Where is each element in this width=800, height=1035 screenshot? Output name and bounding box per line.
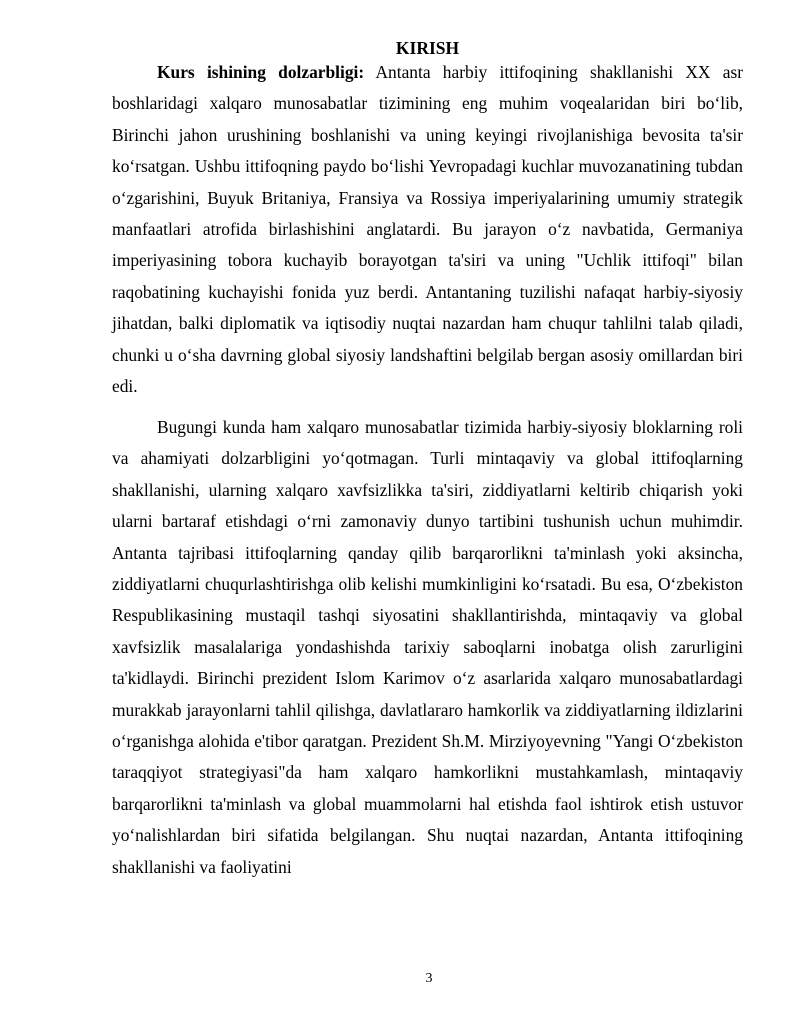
paragraph-modern-relevance bbox=[112, 412, 743, 883]
paragraph-body: Bugungi kunda ham xalqaro munosabatlar tizimida harbiy-siyosiy bloklarning roli va ahamiyati dolzarbligini yo‘qotmagan. Turli mintaqaviy va global ittifoqlarning shakllanishi, ularning xalqaro xavfsizlikka ta'siri, ziddiyatlarni keltirib chiqarish yoki ularni bartaraf etishdagi o‘rni zamonaviy dunyo tartibini tushunish uchun muhimdir. Antanta tajribasi ittifoqlarning qanday qilib barqarorlikni ta'minlash yoki aksincha, ziddiyatlarni chuqurlashtirishga olib kelishi mumkinligini ko‘rsatadi. Bu esa, O‘zbekiston Respublikasining mustaqil tashqi siyosatini shakllantirishda, mintaqaviy va global xavfsizlik masalalariga yondashishda tarixiy saboqlarni inobatga olish zarurligini ta'kidlaydi. Birinchi prezident Islom Karimov o‘z asarlarida xalqaro munosabatlardagi murakkab jarayonlarni tahlil qilishga, davlatlararo hamkorlik va ziddiyatlarning ildizlarini o‘rganishga alohida e'tibor qaratgan. Prezident Sh.M. Mirziyoyevning "Yangi O‘zbekiston taraqqiyot strategiyasi"da ham xalqaro hamkorlikni mustahkamlash, mintaqaviy barqarorlikni ta'minlash va global muammolarni hal etishda faol ishtirok etish ustuvor yo‘nalishlardan biri sifatida belgilangan. Shu nuqtai nazardan, Antanta ittifoqining shakllanishi va faoliyatini bbox=[112, 417, 743, 877]
paragraph-body: Antanta harbiy ittifoqining shakllanishi XX asr boshlaridagi xalqaro munosabatlar tizimining eng muhim voqealaridan biri bo‘lib, Birinchi jahon urushining boshlanishi va uning keyingi rivojlanishiga bevosita ta'sir ko‘rsatgan. Ushbu ittifoqning paydo bo‘lishi Yevropadagi kuchlar muvozanatining tubdan o‘zgarishini, Buyuk Britaniya, Fransiya va Rossiya imperiyalarining umumiy strategik manfaatlari atrofida birlashishini anglatardi. Bu jarayon o‘z navbatida, Germaniya imperiyasining tobora kuchayib borayotgan ta'siri va uning "Uchlik ittifoqi" bilan raqobatining kuchayishi fonida yuz berdi. Antantaning tuzilishi nafaqat harbiy-siyosiy jihatdan, balki diplomatik va iqtisodiy nuqtai nazardan ham chuqur tahlilni talab qiladi, chunki u o‘sha davrning global siyosiy landshaftini belgilab bergan asosiy omillardan biri edi. bbox=[112, 62, 744, 397]
paragraph-relevance bbox=[112, 57, 743, 402]
section-heading: KIRISH bbox=[395, 38, 460, 58]
paragraph-lead: Kurs ishining dolzarbligi: bbox=[157, 62, 365, 82]
page-number: 3 bbox=[425, 971, 433, 986]
